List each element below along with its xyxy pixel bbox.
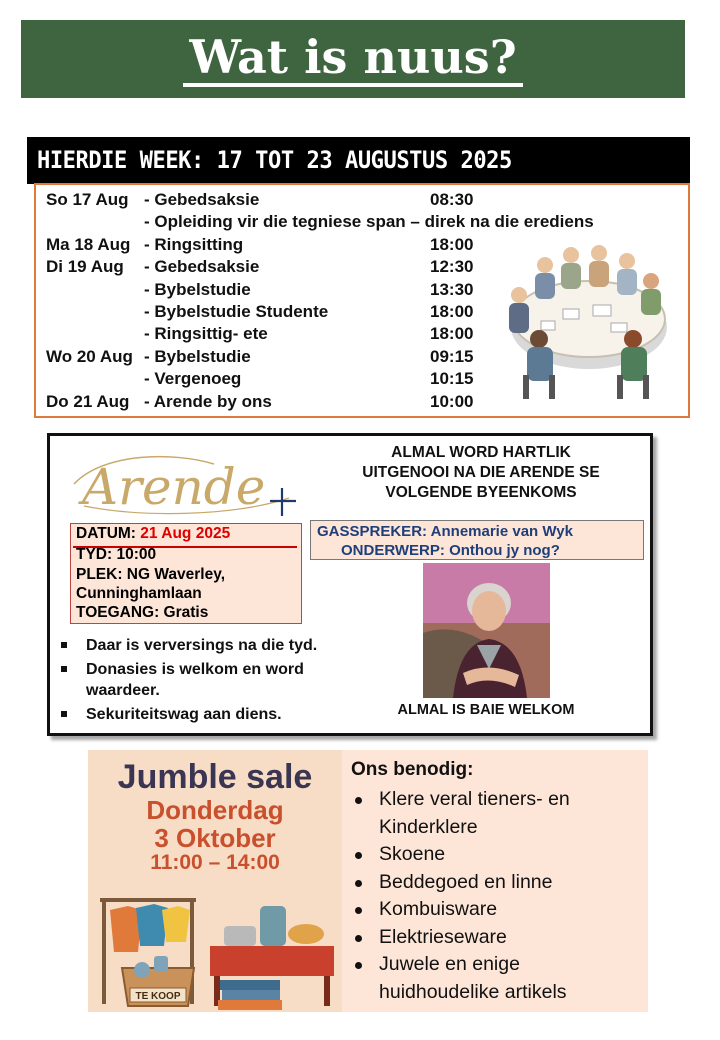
week-header [27,137,690,184]
list-item: Skoene [352,841,642,869]
schedule-event: - Gebedsaksie [144,190,260,209]
schedule-time: 10:00 [430,392,474,411]
jumble-goods-icon [92,876,338,1010]
schedule-day: Di 19 Aug [46,257,124,276]
schedule-time: 18:00 [430,324,474,343]
schedule-time: 09:15 [430,347,474,366]
jumble-sale-poster [88,750,342,1012]
schedule-event: - Ringsitting [144,235,244,254]
schedule-time: 08:30 [430,190,474,209]
topic-line: ONDERWERP: Onthou jy nog? [341,542,560,559]
schedule-time: 18:00 [430,235,474,254]
list-item: Elektrieseware [352,924,642,952]
arende-box [47,433,653,736]
jumble-day: Donderdag [146,795,284,825]
speaker-portrait-icon [423,563,550,698]
needs-list [352,786,642,1006]
schedule-time: 10:15 [430,369,474,388]
schedule-time: 12:30 [430,257,474,276]
schedule-event: - Gebedsaksie [144,257,260,276]
list-item: Klere veral tieners- en Kinderklere [352,786,642,841]
page-title: Wat is nuus? [21,30,685,87]
schedule-box [34,183,690,418]
info-place-street: Cunninghamlaan [76,585,202,602]
week-title: HIERDIE WEEK: 17 TOT 23 AUGUSTUS 2025 [37,146,512,174]
schedule-time: 18:00 [430,302,474,321]
arende-logo [64,446,304,520]
info-place: PLEK: NG Waverley, [76,566,226,583]
invite-text: ALMAL WORD HARTLIK UITGENOOI NA DIE ARENDE SE VOLGENDE BYEENKOMS [362,444,600,501]
arende-bullets [58,635,378,728]
schedule-event: - Ringsittig- ete [144,324,268,343]
schedule-event: - Vergenoeg [144,369,242,388]
event-date: 21 Aug 2025 [140,525,231,542]
schedule-day: Wo 20 Aug [46,347,133,366]
schedule-event: - Opleiding vir die tegniese span – direk na die erediens [144,212,594,231]
welcome-text: ALMAL IS BAIE WELKOM [397,702,575,718]
list-item: Beddegoed en linne [352,869,642,897]
schedule-day: So 17 Aug [46,190,129,209]
list-item: Kombuisware [352,896,642,924]
schedule-day: Ma 18 Aug [46,235,131,254]
info-date: DATUM: 21 Aug 2025 [76,525,231,542]
schedule-day: Do 21 Aug [46,392,130,411]
schedule-event: - Bybelstudie [144,280,251,299]
list-item: Donasies is welkom en word waardeer. [58,659,378,701]
list-item: Juwele en enige huidhoudelike artikels [352,951,642,1006]
te-koop-sign: TE KOOP [135,991,181,1002]
schedule-event: - Arende by ons [144,392,272,411]
svg-text:Arende: Arende [82,458,266,516]
list-item: Daar is verversings na die tyd. [58,635,378,656]
jumble-title: Jumble sale [117,758,313,796]
speaker-card [310,520,644,560]
list-item: Sekuriteitswag aan diens. [58,704,378,725]
title-banner [21,20,685,98]
jumble-time: 11:00 – 14:00 [150,851,280,874]
schedule-event: - Bybelstudie [144,347,251,366]
speaker-line: GASSPREKER: Annemarie van Wyk [317,523,573,540]
needs-title: Ons benodig: [351,759,474,780]
jumble-date: 3 Oktober [154,823,276,853]
info-entry: TOEGANG: Gratis [76,604,209,621]
info-time: TYD: 10:00 [76,546,157,563]
schedule-event: - Bybelstudie Studente [144,302,329,321]
schedule-time: 13:30 [430,280,474,299]
meeting-table-icon [501,235,671,403]
event-info-card [70,523,302,624]
needs-panel [342,750,648,1012]
